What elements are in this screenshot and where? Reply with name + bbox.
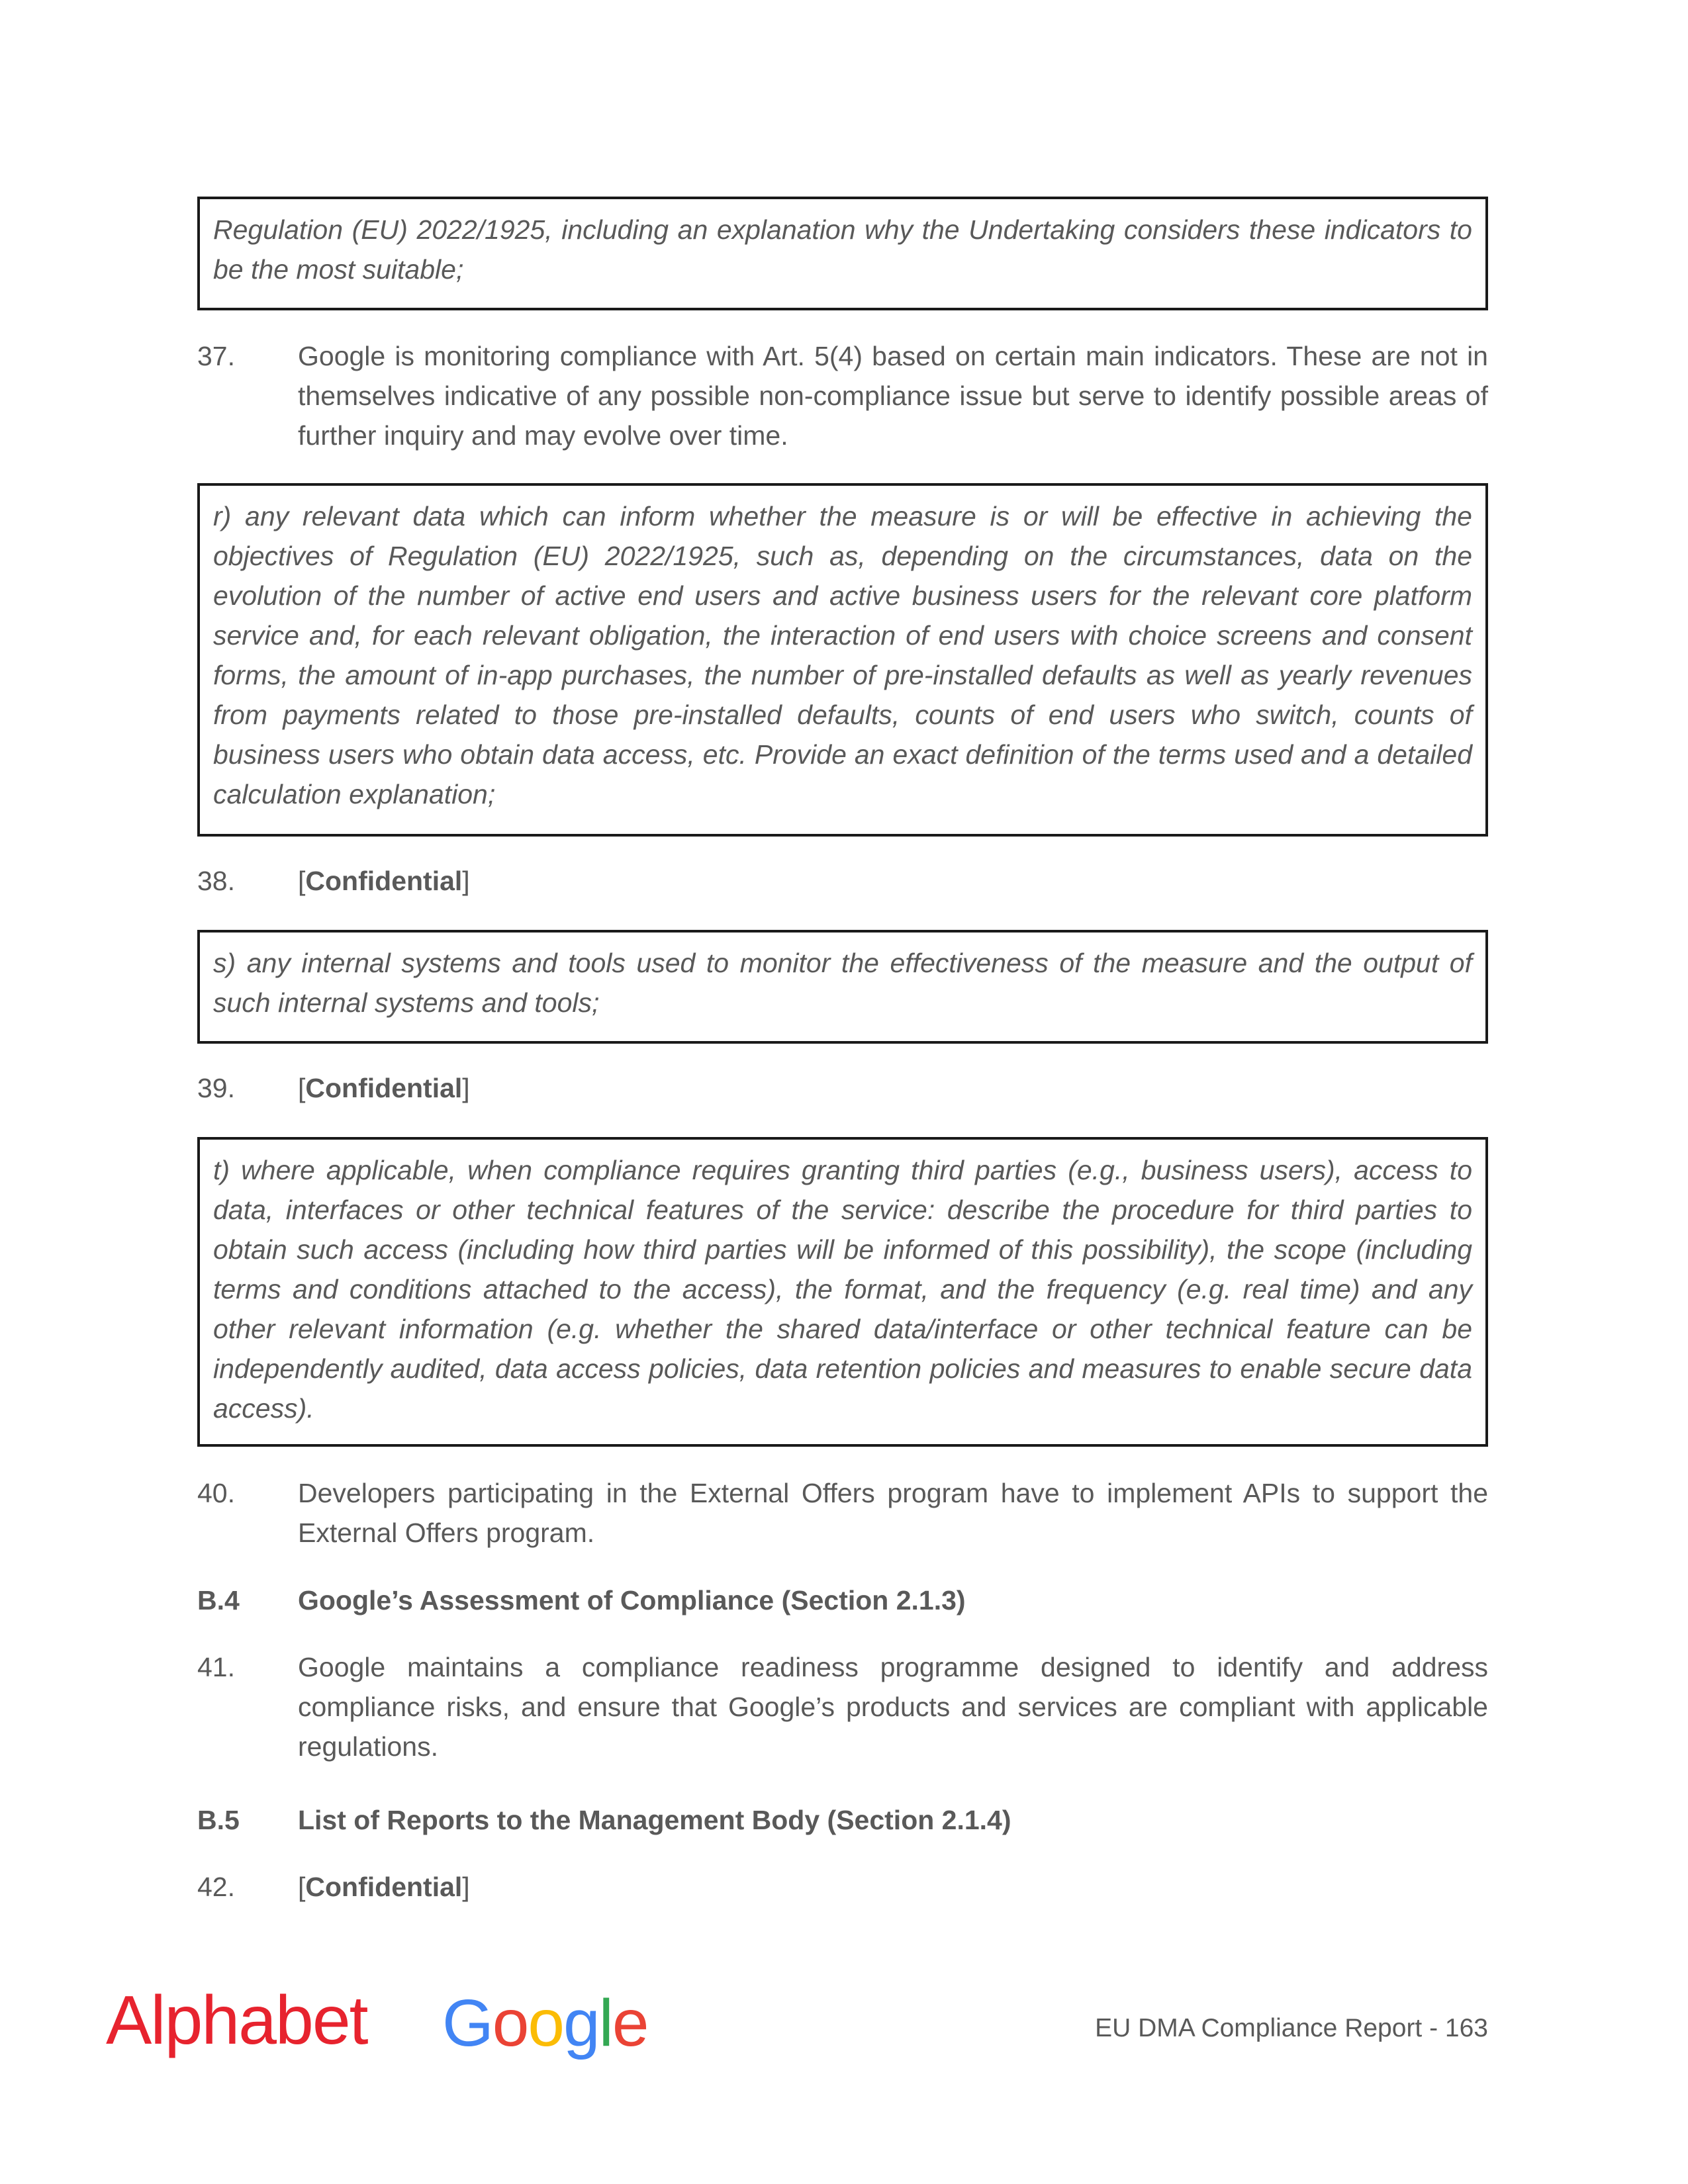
- section-heading-b4: [197, 1580, 1488, 1620]
- confidential-label: Confidential: [305, 866, 463, 896]
- paragraph-number: 37.: [197, 341, 235, 371]
- paragraph-42: [197, 1867, 1488, 1907]
- quoted-requirement-box: [197, 197, 1488, 310]
- confidential-marker: [Confidential]: [298, 1073, 470, 1103]
- confidential-marker: [Confidential]: [298, 866, 470, 896]
- section-number: B.5: [197, 1805, 240, 1835]
- paragraph-text: Developers participating in the External Offers program have to implement APIs to support the External Offers program.: [298, 1478, 1488, 1548]
- paragraph-40: [197, 1473, 1488, 1553]
- quoted-requirement-box-t: [197, 1137, 1488, 1447]
- quoted-requirement-text: Regulation (EU) 2022/1925, including an explanation why the Undertaking considers these indicators to be the most suitable;: [213, 214, 1472, 285]
- confidential-label: Confidential: [305, 1872, 463, 1902]
- google-logo-letter: g: [563, 1986, 599, 2060]
- alphabet-logo: Alphabet: [106, 1982, 367, 2059]
- quoted-requirement-box-s: [197, 930, 1488, 1044]
- paragraph-39: [197, 1068, 1488, 1108]
- confidential-label: Confidential: [305, 1073, 463, 1103]
- paragraph-38: [197, 861, 1488, 901]
- confidential-marker: [Confidential]: [298, 1872, 470, 1902]
- quoted-requirement-text: s) any internal systems and tools used to monitor the effectiveness of the measure and the output of such internal systems and tools;: [213, 948, 1472, 1018]
- google-logo: [442, 1987, 648, 2060]
- section-title: List of Reports to the Management Body (Section 2.1.4): [298, 1805, 1011, 1835]
- report-page-label: EU DMA Compliance Report - 163: [1095, 2014, 1488, 2042]
- quoted-requirement-text: t) where applicable, when compliance requires granting third parties (e.g., business users), access to data, interfaces or other technical features of the service: describe the procedure for third parties to obtain such access (including how third parties will be informed of this possibility), the scope (including terms and conditions attached to the access), the format, and the frequency (e.g. real time) and any other relevant information (e.g. whether the shared data/interface or other technical feature can be independently audited, data access policies, data retention policies and measures to enable secure data access).: [213, 1155, 1472, 1424]
- paragraph-text: Google is monitoring compliance with Art. 5(4) based on certain main indicators. These are not in themselves indicative of any possible non-compliance issue but serve to identify possible areas of further inquiry and may evolve over time.: [298, 341, 1488, 451]
- google-logo-letter: e: [612, 1986, 648, 2060]
- paragraph-41: [197, 1647, 1488, 1766]
- section-heading-b5: [197, 1800, 1488, 1840]
- google-logo-letter: o: [492, 1986, 528, 2060]
- paragraph-number: 38.: [197, 866, 235, 896]
- paragraph-number: 42.: [197, 1872, 235, 1902]
- google-logo-letter: o: [528, 1986, 564, 2060]
- paragraph-number: 39.: [197, 1073, 235, 1103]
- section-number: B.4: [197, 1585, 240, 1615]
- paragraph-number: 40.: [197, 1478, 235, 1508]
- quoted-requirement-text: r) any relevant data which can inform whether the measure is or will be effective in achieving the objectives of Regulation (EU) 2022/1925, such as, depending on the circumstances, data on the evolution of the number of active end users and active business users for the relevant core platform service and, for each relevant obligation, the interaction of end users with choice screens and consent forms, the amount of in-app purchases, the number of pre-installed defaults as well as yearly revenues from payments related to those pre-installed defaults, counts of end users who switch, counts of business users who obtain data access, etc. Provide an exact definition of the terms used and a detailed calculation explanation;: [213, 501, 1472, 809]
- quoted-requirement-box-r: [197, 483, 1488, 837]
- google-logo-letter: G: [442, 1986, 492, 2060]
- paragraph-number: 41.: [197, 1652, 235, 1682]
- paragraph-37: [197, 336, 1488, 455]
- section-title: Google’s Assessment of Compliance (Section 2.1.3): [298, 1585, 966, 1615]
- google-logo-letter: l: [598, 1986, 612, 2060]
- paragraph-text: Google maintains a compliance readiness programme designed to identify and address compliance risks, and ensure that Google’s products and services are compliant with applicable regulations.: [298, 1652, 1488, 1762]
